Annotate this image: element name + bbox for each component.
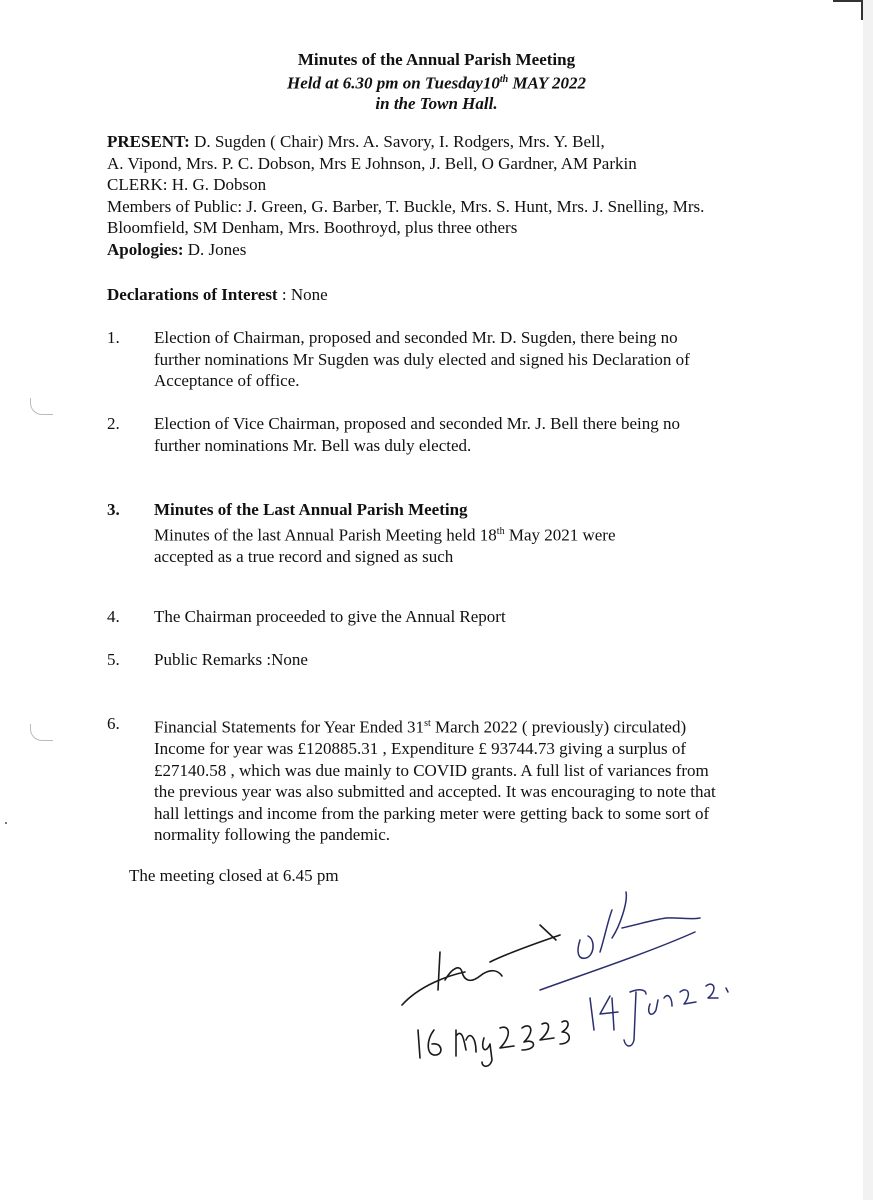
item-text-sup: th [496, 525, 505, 537]
item-text: Public Remarks :None [154, 650, 308, 669]
declarations-of-interest [107, 284, 328, 306]
item-text [154, 713, 794, 846]
item-text: The Chairman proceeded to give the Annual Report [154, 607, 506, 626]
title-line-2-text: Held at 6.30 pm on Tuesday10 [287, 73, 500, 93]
meeting-closed-note: The meeting closed at 6.45 pm [129, 866, 339, 885]
title-line-2-sup: th [499, 74, 509, 85]
scan-corner-mark [833, 0, 863, 20]
signature-chair-black [402, 925, 569, 1066]
item-text-sup: st [424, 718, 431, 729]
attendance-block [107, 131, 807, 260]
title-line-2 [0, 70, 873, 94]
item-text-start: Financial Statements for Year Ended 31 [154, 717, 425, 737]
item-body [154, 499, 794, 567]
item-number: 4. [107, 607, 120, 626]
item-number: 6. [107, 714, 120, 733]
apologies-label: Apologies: [107, 239, 184, 259]
item-text: Election of Chairman, proposed and seconded Mr. D. Sugden, there being no further nominations Mr Sugden was duly elected and signed his Declaration of Acceptance of office. [154, 328, 690, 390]
scan-margin-mark [30, 398, 53, 415]
item-text: Election of Vice Chairman, proposed and seconded Mr. J. Bell there being no further nominations Mr. Bell was duly elected. [154, 414, 681, 455]
document-title [0, 50, 873, 114]
item-number: 3. [107, 500, 120, 519]
item-text-cont: May 2021 were accepted as a true record and signed as such [154, 525, 616, 566]
item-text-cont: March 2022 ( previously) circulated) Income for year was £120885.31 , Expenditure £ 93744.73 giving a surplus of £27140.58 , which was due mainly to COVID grants. A full list of variances from the previous year was also submitted and accepted. It was encouraging to note that hall lettings and income from the parking meter were getting back to some sort of normality following the pandemic. [154, 717, 716, 845]
handwritten-signatures [390, 880, 760, 1070]
clerk-line: CLERK: H. G. Dobson [107, 175, 267, 194]
declarations-label: Declarations of Interest [107, 285, 278, 304]
title-line-1: Minutes of the Annual Parish Meeting [297, 50, 576, 69]
present-label: PRESENT: [107, 132, 190, 151]
item-heading: Minutes of the Last Annual Parish Meeting [154, 500, 468, 519]
item-text: Minutes of the last Annual Parish Meeting held 18 [154, 525, 497, 545]
item-number: 2. [107, 414, 120, 433]
apologies-value: D. Jones [183, 239, 247, 259]
title-line-2-month: MAY 2022 [508, 73, 586, 93]
public-line-2: Bloomfield, SM Denham, Mrs. Boothroyd, plus three others [107, 218, 518, 237]
present-line-1: D. Sugden ( Chair) Mrs. A. Savory, I. Rodgers, Mrs. Y. Bell, [189, 132, 605, 151]
declarations-value: : None [277, 285, 328, 304]
present-line-2: A. Vipond, Mrs. P. C. Dobson, Mrs E Johnson, J. Bell, O Gardner, AM Parkin [107, 153, 637, 173]
item-number: 5. [107, 650, 120, 669]
scan-dot [5, 822, 7, 824]
title-line-3: in the Town Hall. [375, 93, 498, 113]
public-line-1: Members of Public: J. Green, G. Barber, T. Buckle, Mrs. S. Hunt, Mrs. J. Snelling, Mrs. [107, 196, 705, 216]
scan-margin-mark [30, 724, 53, 741]
item-number: 1. [107, 328, 120, 347]
scan-edge [863, 0, 873, 1200]
